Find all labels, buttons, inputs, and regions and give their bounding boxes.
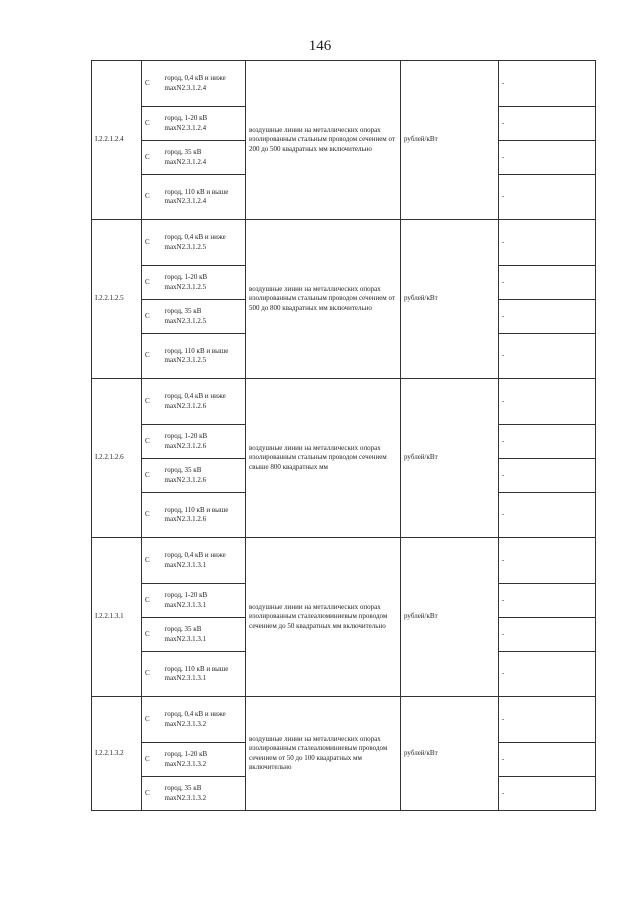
voltage-level-cell: город, 0,4 кВ и ниже maxN2.3.1.3.1 xyxy=(162,538,246,584)
value-cell: - xyxy=(499,652,596,697)
voltage-level-cell: город, 35 кВ maxN2.3.1.2.5 xyxy=(162,300,246,334)
value-cell: - xyxy=(499,107,596,141)
unit-cell: рублей/кВт xyxy=(401,697,499,811)
category-cell: С xyxy=(142,652,162,697)
category-cell: С xyxy=(142,220,162,266)
voltage-level-cell: город, 1-20 кВ maxN2.3.1.2.4 xyxy=(162,107,246,141)
table-row xyxy=(92,697,596,743)
category-cell: С xyxy=(142,266,162,300)
category-cell: С xyxy=(142,584,162,618)
value-cell: - xyxy=(499,777,596,811)
row-code: I.2.2.1.3.1 xyxy=(92,538,142,697)
unit-cell: рублей/кВт xyxy=(401,538,499,697)
value-cell: - xyxy=(499,584,596,618)
line-description: воздушные линии на металлических опорах изолированным стальным проводом сечением от 200 до 500 квадратных мм включительно xyxy=(246,61,401,220)
value-cell: - xyxy=(499,334,596,379)
unit-cell: рублей/кВт xyxy=(401,379,499,538)
tariff-table-body xyxy=(92,61,596,811)
voltage-level-cell: город, 1-20 кВ maxN2.3.1.2.6 xyxy=(162,425,246,459)
voltage-level-cell: город, 35 кВ maxN2.3.1.2.6 xyxy=(162,459,246,493)
row-code: I.2.2.1.2.4 xyxy=(92,61,142,220)
value-cell: - xyxy=(499,743,596,777)
table-row xyxy=(92,379,596,425)
voltage-level-cell: город, 35 кВ maxN2.3.1.2.4 xyxy=(162,141,246,175)
voltage-level-cell: город, 0,4 кВ и ниже maxN2.3.1.2.4 xyxy=(162,61,246,107)
voltage-level-cell: город, 1-20 кВ maxN2.3.1.3.1 xyxy=(162,584,246,618)
category-cell: С xyxy=(142,379,162,425)
line-description: воздушные линии на металлических опорах изолированным стальным проводом сечением свыше 800 квадратных мм xyxy=(246,379,401,538)
voltage-level-cell: город, 35 кВ maxN2.3.1.3.2 xyxy=(162,777,246,811)
line-description: воздушные линии на металлических опорах изолированным сталеалюминиевым проводом сечением от 50 до 100 квадратных мм включительно xyxy=(246,697,401,811)
page-number: 146 xyxy=(308,38,332,54)
category-cell: С xyxy=(142,697,162,743)
voltage-level-cell: город, 35 кВ maxN2.3.1.3.1 xyxy=(162,618,246,652)
category-cell: С xyxy=(142,743,162,777)
value-cell: - xyxy=(499,425,596,459)
category-cell: С xyxy=(142,618,162,652)
voltage-level-cell: город, 0,4 кВ и ниже maxN2.3.1.3.2 xyxy=(162,697,246,743)
table-row xyxy=(92,538,596,584)
category-cell: С xyxy=(142,493,162,538)
category-cell: С xyxy=(142,459,162,493)
value-cell: - xyxy=(499,220,596,266)
category-cell: С xyxy=(142,538,162,584)
table-row xyxy=(92,61,596,107)
voltage-level-cell: город, 1-20 кВ maxN2.3.1.3.2 xyxy=(162,743,246,777)
value-cell: - xyxy=(499,379,596,425)
voltage-level-cell: город, 0,4 кВ и ниже maxN2.3.1.2.6 xyxy=(162,379,246,425)
category-cell: С xyxy=(142,141,162,175)
row-code: I.2.2.1.3.2 xyxy=(92,697,142,811)
row-code: I.2.2.1.2.5 xyxy=(92,220,142,379)
category-cell: С xyxy=(142,334,162,379)
voltage-level-cell: город, 110 кВ и выше maxN2.3.1.2.4 xyxy=(162,175,246,220)
value-cell: - xyxy=(499,493,596,538)
category-cell: С xyxy=(142,61,162,107)
voltage-level-cell: город, 110 кВ и выше maxN2.3.1.3.1 xyxy=(162,652,246,697)
category-cell: С xyxy=(142,107,162,141)
voltage-level-cell: город, 0,4 кВ и ниже maxN2.3.1.2.5 xyxy=(162,220,246,266)
tariff-table xyxy=(91,60,596,811)
row-code: I.2.2.1.2.6 xyxy=(92,379,142,538)
voltage-level-cell: город, 110 кВ и выше maxN2.3.1.2.5 xyxy=(162,334,246,379)
value-cell: - xyxy=(499,266,596,300)
value-cell: - xyxy=(499,300,596,334)
category-cell: С xyxy=(142,425,162,459)
category-cell: С xyxy=(142,175,162,220)
unit-cell: рублей/кВт xyxy=(401,61,499,220)
line-description: воздушные линии на металлических опорах изолированным стальным проводом сечением от 500 до 800 квадратных мм включительно xyxy=(246,220,401,379)
value-cell: - xyxy=(499,697,596,743)
value-cell: - xyxy=(499,175,596,220)
value-cell: - xyxy=(499,61,596,107)
category-cell: С xyxy=(142,777,162,811)
table-row xyxy=(92,220,596,266)
unit-cell: рублей/кВт xyxy=(401,220,499,379)
line-description: воздушные линии на металлических опорах изолированным сталеалюминиевым проводом сечением до 50 квадратных мм включительно xyxy=(246,538,401,697)
value-cell: - xyxy=(499,141,596,175)
category-cell: С xyxy=(142,300,162,334)
voltage-level-cell: город, 110 кВ и выше maxN2.3.1.2.6 xyxy=(162,493,246,538)
value-cell: - xyxy=(499,459,596,493)
value-cell: - xyxy=(499,538,596,584)
voltage-level-cell: город, 1-20 кВ maxN2.3.1.2.5 xyxy=(162,266,246,300)
value-cell: - xyxy=(499,618,596,652)
